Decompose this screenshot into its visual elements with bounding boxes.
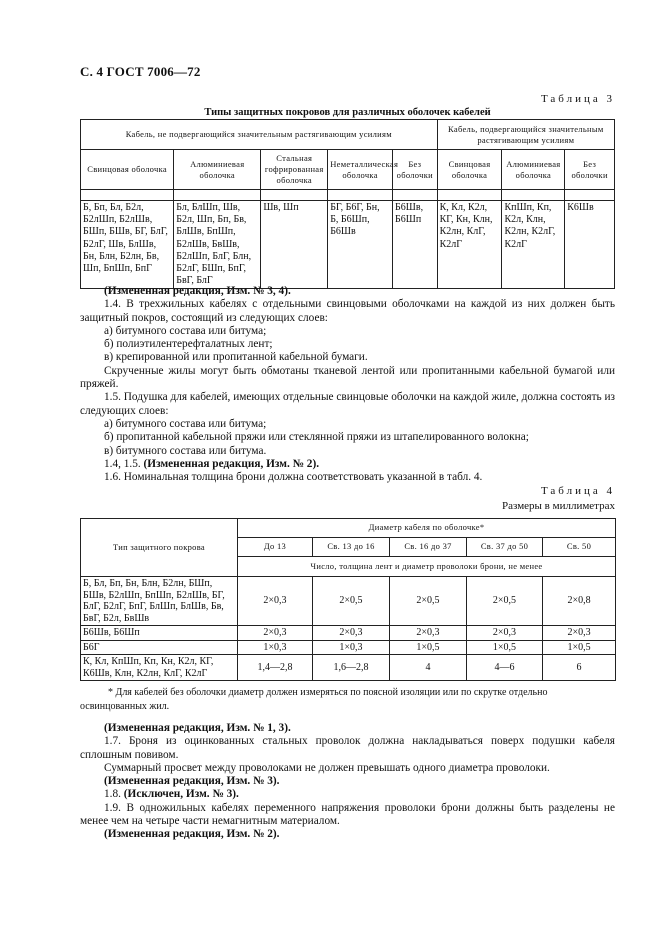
clause-number: 1.4, 1.5.: [104, 457, 141, 470]
table4-value: 6: [543, 655, 616, 681]
table3-title: Типы защитных покровов для различных оболочек кабелей: [204, 107, 491, 118]
list-item: б) пропитанной кабельной пряжи или стеклянной пряжи из штапелированного волокна;: [104, 431, 529, 444]
table3-col-header: Стальная гофрированная оболочка: [261, 150, 328, 190]
amendment-note: (Измененная редакция, Изм. № 3).: [104, 775, 280, 788]
table4-type-cell: Б6Шв, Б6Шп: [81, 626, 238, 641]
table4-value: 1,4—2,8: [238, 655, 313, 681]
table4-value: 2×0,5: [313, 577, 390, 626]
paragraph-1-4: 1.4. В трехжильных кабелях с отдельными свинцовыми оболочками на каждой из них должен быть защитный покров, состоящий из следующих слоев:: [80, 298, 615, 324]
table4-range: Св. 37 до 50: [467, 538, 543, 557]
list-item: б) полиэтилентерефталатных лент;: [104, 338, 273, 351]
amendment-note: (Измененная редакция, Изм. № 3, 4).: [104, 285, 291, 297]
list-item: в) крепированной или пропитанной кабельной бумаги.: [104, 351, 368, 364]
table4-value: 2×0,3: [313, 626, 390, 641]
table4-value: 4: [390, 655, 467, 681]
table4-value: 2×0,3: [390, 626, 467, 641]
footnote: * Для кабелей без оболочки диаметр должен измеряться по поясной изоляции или по скрутке отдельно освинцованных жил.: [80, 687, 548, 712]
table4: [80, 518, 616, 681]
table3-cell: К6Шв: [565, 201, 615, 289]
paragraph-1-5: 1.5. Подушка для кабелей, имеющих отдельные свинцовые оболочки на каждой жиле, должна состоять из следующих слоев:: [80, 391, 616, 417]
table4-col-type: Тип защитного покрова: [81, 519, 238, 577]
table3-col-header: Алюминиевая оболочка: [174, 150, 261, 190]
table3-col-header: Без оболочки: [565, 150, 615, 190]
table4-subheader: Число, толщина лент и диаметр проволоки брони, не менее: [238, 557, 616, 577]
body-text-1: [80, 285, 615, 484]
table4-type-cell: Б6Г: [81, 640, 238, 655]
table4-value: 1×0,5: [467, 640, 543, 655]
table3-group-1: Кабель, не подвергающийся значительным растягивающим усилиям: [81, 120, 438, 150]
table3: [80, 119, 615, 289]
table3-col-header: Без оболочки: [393, 150, 438, 190]
table3-col-header: Алюминиевая оболочка: [502, 150, 565, 190]
table3-cell: БГ, Б6Г, Бн, Б, Б6Шп, Б6Шв: [328, 201, 393, 289]
table3-col-header: Свинцовая оболочка: [437, 150, 502, 190]
amendment-note: (Измененная редакция, Изм. № 2).: [143, 457, 320, 470]
table3-cell: КпШп, Кп, К2л, Клн, К2лн, К2лГ, К2лГ: [502, 201, 565, 289]
paragraph-1-8: [80, 788, 615, 801]
table4-range: Св. 13 до 16: [313, 538, 390, 557]
table4-value: 2×0,3: [543, 626, 616, 641]
table4-value: 1×0,5: [390, 640, 467, 655]
table4-units: Размеры в миллиметрах: [502, 500, 615, 512]
table4-value: 2×0,3: [467, 626, 543, 641]
list-item: в) битумного состава или битума.: [104, 444, 267, 457]
table3-label: Таблица 3: [540, 93, 615, 105]
paragraph-text: Суммарный просвет между проволоками не должен превышать одного диаметра проволоки.: [104, 761, 550, 774]
table-row: [81, 626, 616, 641]
table4-type-cell: К, Кл, КпШп, Кп, Кн, К2л, КГ, К6Шв, Клн, К2лн, КлГ, К2лГ: [81, 655, 238, 681]
table3-cell: Шв, Шп: [261, 201, 328, 289]
paragraph-text: Скрученные жилы могут быть обмотаны тканевой лентой или пропитанными кабельной бумагой или пряжей.: [80, 364, 615, 391]
table3-group-2: Кабель, подвергающийся значительным растягивающим усилиям: [437, 120, 614, 150]
paragraph-1-4-1-5: [80, 458, 615, 471]
clause-number: 1.8.: [104, 788, 121, 801]
table3-col-header: Свинцовая оболочка: [81, 150, 174, 190]
table-row: [81, 577, 616, 626]
table3-cell: К, Кл, К2л, КГ, Кн, Клн, К2лн, КлГ, К2лГ: [437, 201, 502, 289]
body-text-2: [80, 722, 615, 842]
table3-col-header: Неметаллическая оболочка: [328, 150, 393, 190]
excluded-note: (Исключен, Изм. № 3).: [123, 788, 239, 801]
table4-value: 2×0,5: [467, 577, 543, 626]
table3-cell: Б6Шв, Б6Шп: [393, 201, 438, 289]
table4-value: 1×0,3: [313, 640, 390, 655]
table3-cell: Б, Бп, Бл, Б2л, Б2лШп, Б2лШв, БШп, БШв, БГ, БлГ, Б2лГ, Шв, БлШв, Бн, Блн, Б2лн, Бв, Шп, БпШп, БпГ: [81, 201, 174, 289]
table4-diam-header: Диаметр кабеля по оболочке*: [238, 519, 616, 538]
amendment-note: (Измененная редакция, Изм. № 1, 3).: [104, 722, 291, 734]
paragraph-1-9: 1.9. В одножильных кабелях переменного напряжения проволоки брони должны быть разделены не менее чем на четыре части немагнитным материалом.: [80, 801, 615, 828]
paragraph-1-6: 1.6. Номинальная толщина брони должна соответствовать указанной в табл. 4.: [104, 471, 483, 484]
list-item: а) битумного состава или битума;: [104, 324, 267, 337]
table4-range: Св. 50: [543, 538, 616, 557]
table4-value: 2×0,3: [238, 577, 313, 626]
table4-range: До 13: [238, 538, 313, 557]
table4-label: Таблица 4: [540, 485, 615, 497]
table4-value: 1,6—2,8: [313, 655, 390, 681]
table3-cell: Бл, БлШп, Шв, Б2л, Шп, Бп, Бв, БлШв, БпШп, Б2лШв, БвШв, Б2лШп, БлГ, Блн, Б2лГ, БШп, БпГ, БвГ, БлГ: [174, 201, 261, 289]
table4-value: 1×0,5: [543, 640, 616, 655]
table4-value: 2×0,8: [543, 577, 616, 626]
table4-range: Св. 16 до 37: [390, 538, 467, 557]
table-row: [81, 640, 616, 655]
table-row: [81, 655, 616, 681]
amendment-note: (Измененная редакция, Изм. № 2).: [104, 828, 280, 841]
table4-type-cell: Б, Бл, Бп, Бн, Блн, Б2лн, БШп, БШв, Б2лШп, БпШп, Б2лШв, БГ, БлГ, Б2лГ, БпГ, БлШп, БлШв, Бв, БвГ, Б2л, БвШв: [81, 577, 238, 626]
paragraph-1-7: 1.7. Броня из оцинкованных стальных проволок должна накладываться поверх подушки кабеля сплошным повивом.: [80, 735, 615, 761]
table4-value: 2×0,3: [238, 626, 313, 641]
table4-value: 1×0,3: [238, 640, 313, 655]
table4-value: 4—6: [467, 655, 543, 681]
table4-value: 2×0,5: [390, 577, 467, 626]
page-header: С. 4 ГОСТ 7006—72: [80, 64, 201, 79]
list-item: а) битумного состава или битума;: [104, 417, 267, 430]
